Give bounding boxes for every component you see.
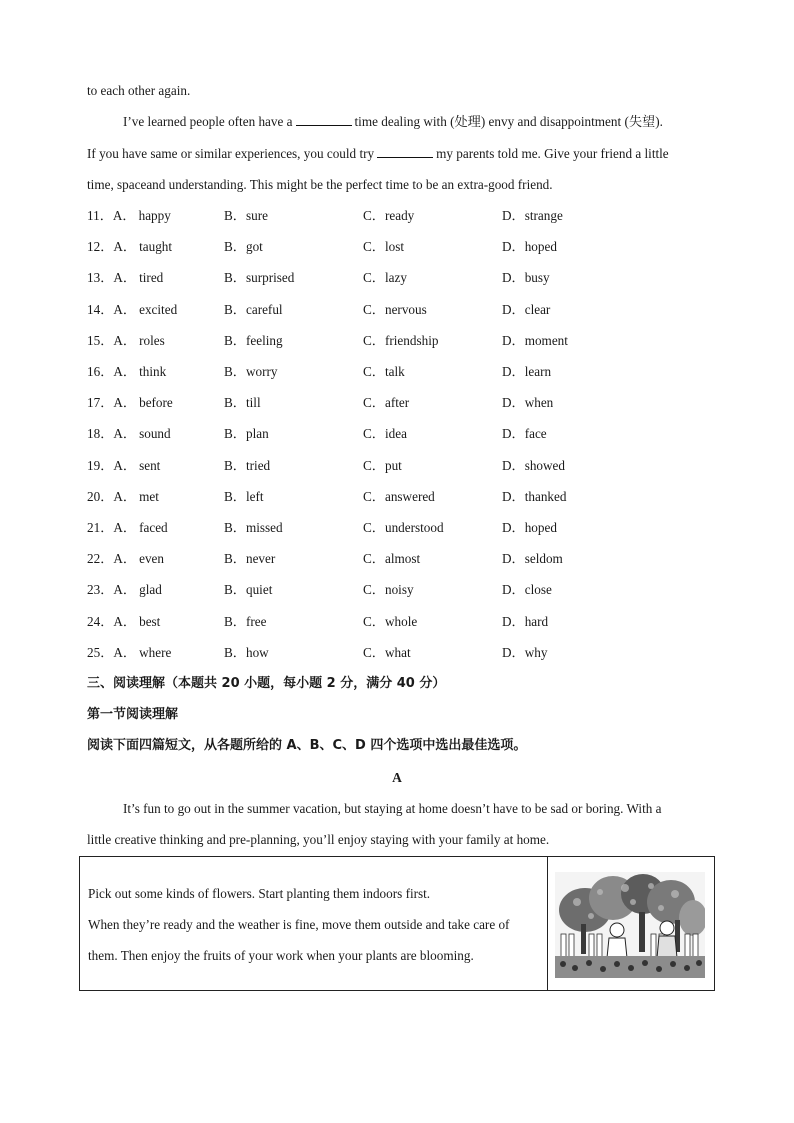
passage-line bbox=[123, 113, 743, 131]
option-a-text: faced bbox=[139, 520, 168, 535]
option-d: D．moment bbox=[502, 332, 568, 348]
question-number: 19．A． bbox=[87, 457, 137, 473]
option-d: D．close bbox=[502, 582, 552, 598]
activity-text: them. Then enjoy the fruits of your work when your plants are blooming. bbox=[88, 948, 474, 963]
option-b: B．tried bbox=[224, 457, 271, 473]
option-c: C．almost bbox=[363, 551, 421, 567]
passage-line: to each other again. bbox=[87, 83, 191, 98]
question-number: 22．A． bbox=[87, 551, 137, 567]
option-c: C．whole bbox=[363, 613, 418, 629]
option-a-text: glad bbox=[139, 582, 162, 598]
option-a-text: roles bbox=[139, 332, 165, 348]
option-a-text: excited bbox=[139, 301, 178, 317]
question-row bbox=[87, 269, 707, 287]
option-a bbox=[87, 332, 165, 350]
question-row bbox=[87, 332, 707, 350]
question-row bbox=[87, 488, 707, 506]
passage-text: my parents told me. Give your friend a little bbox=[436, 146, 669, 161]
question-row bbox=[87, 238, 707, 256]
table-divider bbox=[547, 857, 548, 990]
option-d: D．busy bbox=[502, 270, 550, 286]
option-a bbox=[87, 644, 171, 662]
option-c: C．lost bbox=[363, 239, 405, 255]
option-c: C．lazy bbox=[363, 270, 407, 286]
question-row bbox=[87, 457, 707, 475]
option-a bbox=[87, 613, 160, 631]
question-number: 25．A． bbox=[87, 644, 137, 660]
passage-text: If you have same or similar experiences, you could try bbox=[87, 146, 375, 161]
question-number: 11．A． bbox=[87, 208, 136, 223]
question-row bbox=[87, 207, 707, 225]
option-a-text: sound bbox=[139, 426, 171, 442]
option-a bbox=[87, 394, 173, 412]
option-a-text: happy bbox=[138, 208, 171, 223]
option-c: C．noisy bbox=[363, 582, 414, 598]
option-c: C．after bbox=[363, 395, 410, 411]
article-paragraph: It’s fun to go out in the summer vacation, but staying at home doesn’t have to be sad or boring. With a bbox=[123, 801, 662, 816]
question-number: 21．A． bbox=[87, 520, 137, 535]
option-d: D．hoped bbox=[502, 239, 557, 255]
option-a-text: best bbox=[139, 613, 161, 629]
option-d: D．seldom bbox=[502, 551, 563, 567]
option-b: B．free bbox=[224, 613, 267, 629]
question-number: 23．A． bbox=[87, 582, 137, 598]
question-row bbox=[87, 613, 707, 631]
activity-table bbox=[79, 856, 715, 991]
option-a bbox=[87, 457, 160, 475]
option-b: B．worry bbox=[224, 364, 278, 379]
option-a bbox=[87, 269, 163, 287]
option-c: C．understood bbox=[363, 520, 444, 535]
option-b: B．quiet bbox=[224, 582, 273, 598]
question-number: 24．A． bbox=[87, 613, 137, 629]
activity-text: Pick out some kinds of flowers. Start planting them indoors first. bbox=[88, 886, 431, 901]
passage-text: time dealing with (处理) envy and disappointment (失望). bbox=[354, 114, 663, 129]
option-b: B．never bbox=[224, 551, 276, 567]
activity-text: When they’re ready and the weather is fine, move them outside and take care of bbox=[88, 917, 510, 932]
question-number: 16．A． bbox=[87, 364, 137, 379]
option-b: B．left bbox=[224, 488, 264, 504]
garden-illustration bbox=[555, 872, 705, 978]
option-d: D．strange bbox=[502, 208, 563, 223]
question-row bbox=[87, 425, 707, 443]
question-row bbox=[87, 363, 707, 381]
article-paragraph: little creative thinking and pre-planning, you’ll enjoy staying with your family at home. bbox=[87, 832, 550, 847]
option-b: B．careful bbox=[224, 301, 283, 317]
option-a bbox=[87, 301, 177, 319]
option-d: D．clear bbox=[502, 301, 551, 317]
option-a-text: before bbox=[139, 395, 173, 411]
question-number: 15．A． bbox=[87, 332, 137, 348]
option-c: C．friendship bbox=[363, 332, 439, 348]
option-c: C．ready bbox=[363, 208, 415, 223]
option-b: B．surprised bbox=[224, 270, 295, 286]
option-d: D．hard bbox=[502, 613, 549, 629]
question-row bbox=[87, 519, 707, 537]
option-b: B．till bbox=[224, 395, 261, 411]
question-row bbox=[87, 581, 707, 599]
option-d: D．thanked bbox=[502, 488, 567, 504]
answer-blank bbox=[296, 113, 352, 126]
option-d: D．face bbox=[502, 426, 547, 442]
option-a-text: met bbox=[139, 488, 159, 504]
option-d: D．when bbox=[502, 395, 554, 411]
question-row bbox=[87, 301, 707, 319]
option-a-text: sent bbox=[139, 457, 161, 473]
option-d: D．why bbox=[502, 644, 548, 660]
option-a bbox=[87, 425, 171, 443]
option-a bbox=[87, 550, 164, 568]
passage-line: time, spaceand understanding. This might be the perfect time to be an extra-good friend. bbox=[87, 177, 553, 192]
option-b: B．how bbox=[224, 644, 269, 660]
section-instruction: 阅读下面四篇短文，从各题所给的 A、B、C、D 四个选项中选出最佳选项。 bbox=[87, 738, 527, 753]
section-heading: 三、阅读理解（本题共 20 小题，每小题 2 分，满分 40 分） bbox=[87, 676, 446, 691]
option-a-text: where bbox=[139, 644, 172, 660]
option-c: C．what bbox=[363, 644, 411, 660]
question-number: 20．A． bbox=[87, 488, 137, 504]
option-a-text: think bbox=[139, 364, 167, 379]
option-a bbox=[87, 488, 159, 506]
question-number: 12．A． bbox=[87, 239, 137, 255]
option-a bbox=[87, 238, 172, 256]
article-title: A bbox=[392, 770, 402, 785]
option-a bbox=[87, 363, 166, 381]
option-c: C．answered bbox=[363, 488, 435, 504]
answer-blank bbox=[377, 145, 433, 158]
option-c: C．idea bbox=[363, 426, 407, 442]
option-b: B．plan bbox=[224, 426, 269, 442]
option-a bbox=[87, 519, 168, 537]
question-row bbox=[87, 550, 707, 568]
option-c: C．talk bbox=[363, 364, 405, 379]
option-a-text: taught bbox=[139, 239, 173, 255]
option-a-text: even bbox=[139, 551, 164, 567]
section-subheading: 第一节阅读理解 bbox=[87, 707, 179, 722]
option-c: C．put bbox=[363, 457, 402, 473]
question-number: 13．A． bbox=[87, 270, 137, 286]
option-b: B．sure bbox=[224, 208, 268, 223]
question-row bbox=[87, 394, 707, 412]
passage-text: I’ve learned people often have a bbox=[123, 114, 293, 129]
question-row bbox=[87, 644, 707, 662]
option-b: B．got bbox=[224, 239, 263, 255]
passage-line bbox=[87, 145, 707, 163]
option-a bbox=[87, 207, 171, 225]
option-d: D．learn bbox=[502, 364, 552, 379]
option-a bbox=[87, 581, 162, 599]
question-number: 17．A． bbox=[87, 395, 137, 411]
question-number: 18．A． bbox=[87, 426, 137, 442]
option-c: C．nervous bbox=[363, 301, 427, 317]
option-b: B．feeling bbox=[224, 332, 283, 348]
option-b: B．missed bbox=[224, 520, 283, 535]
option-d: D．hoped bbox=[502, 520, 557, 535]
option-d: D．showed bbox=[502, 457, 566, 473]
question-number: 14．A． bbox=[87, 301, 137, 317]
option-a-text: tired bbox=[139, 270, 164, 286]
